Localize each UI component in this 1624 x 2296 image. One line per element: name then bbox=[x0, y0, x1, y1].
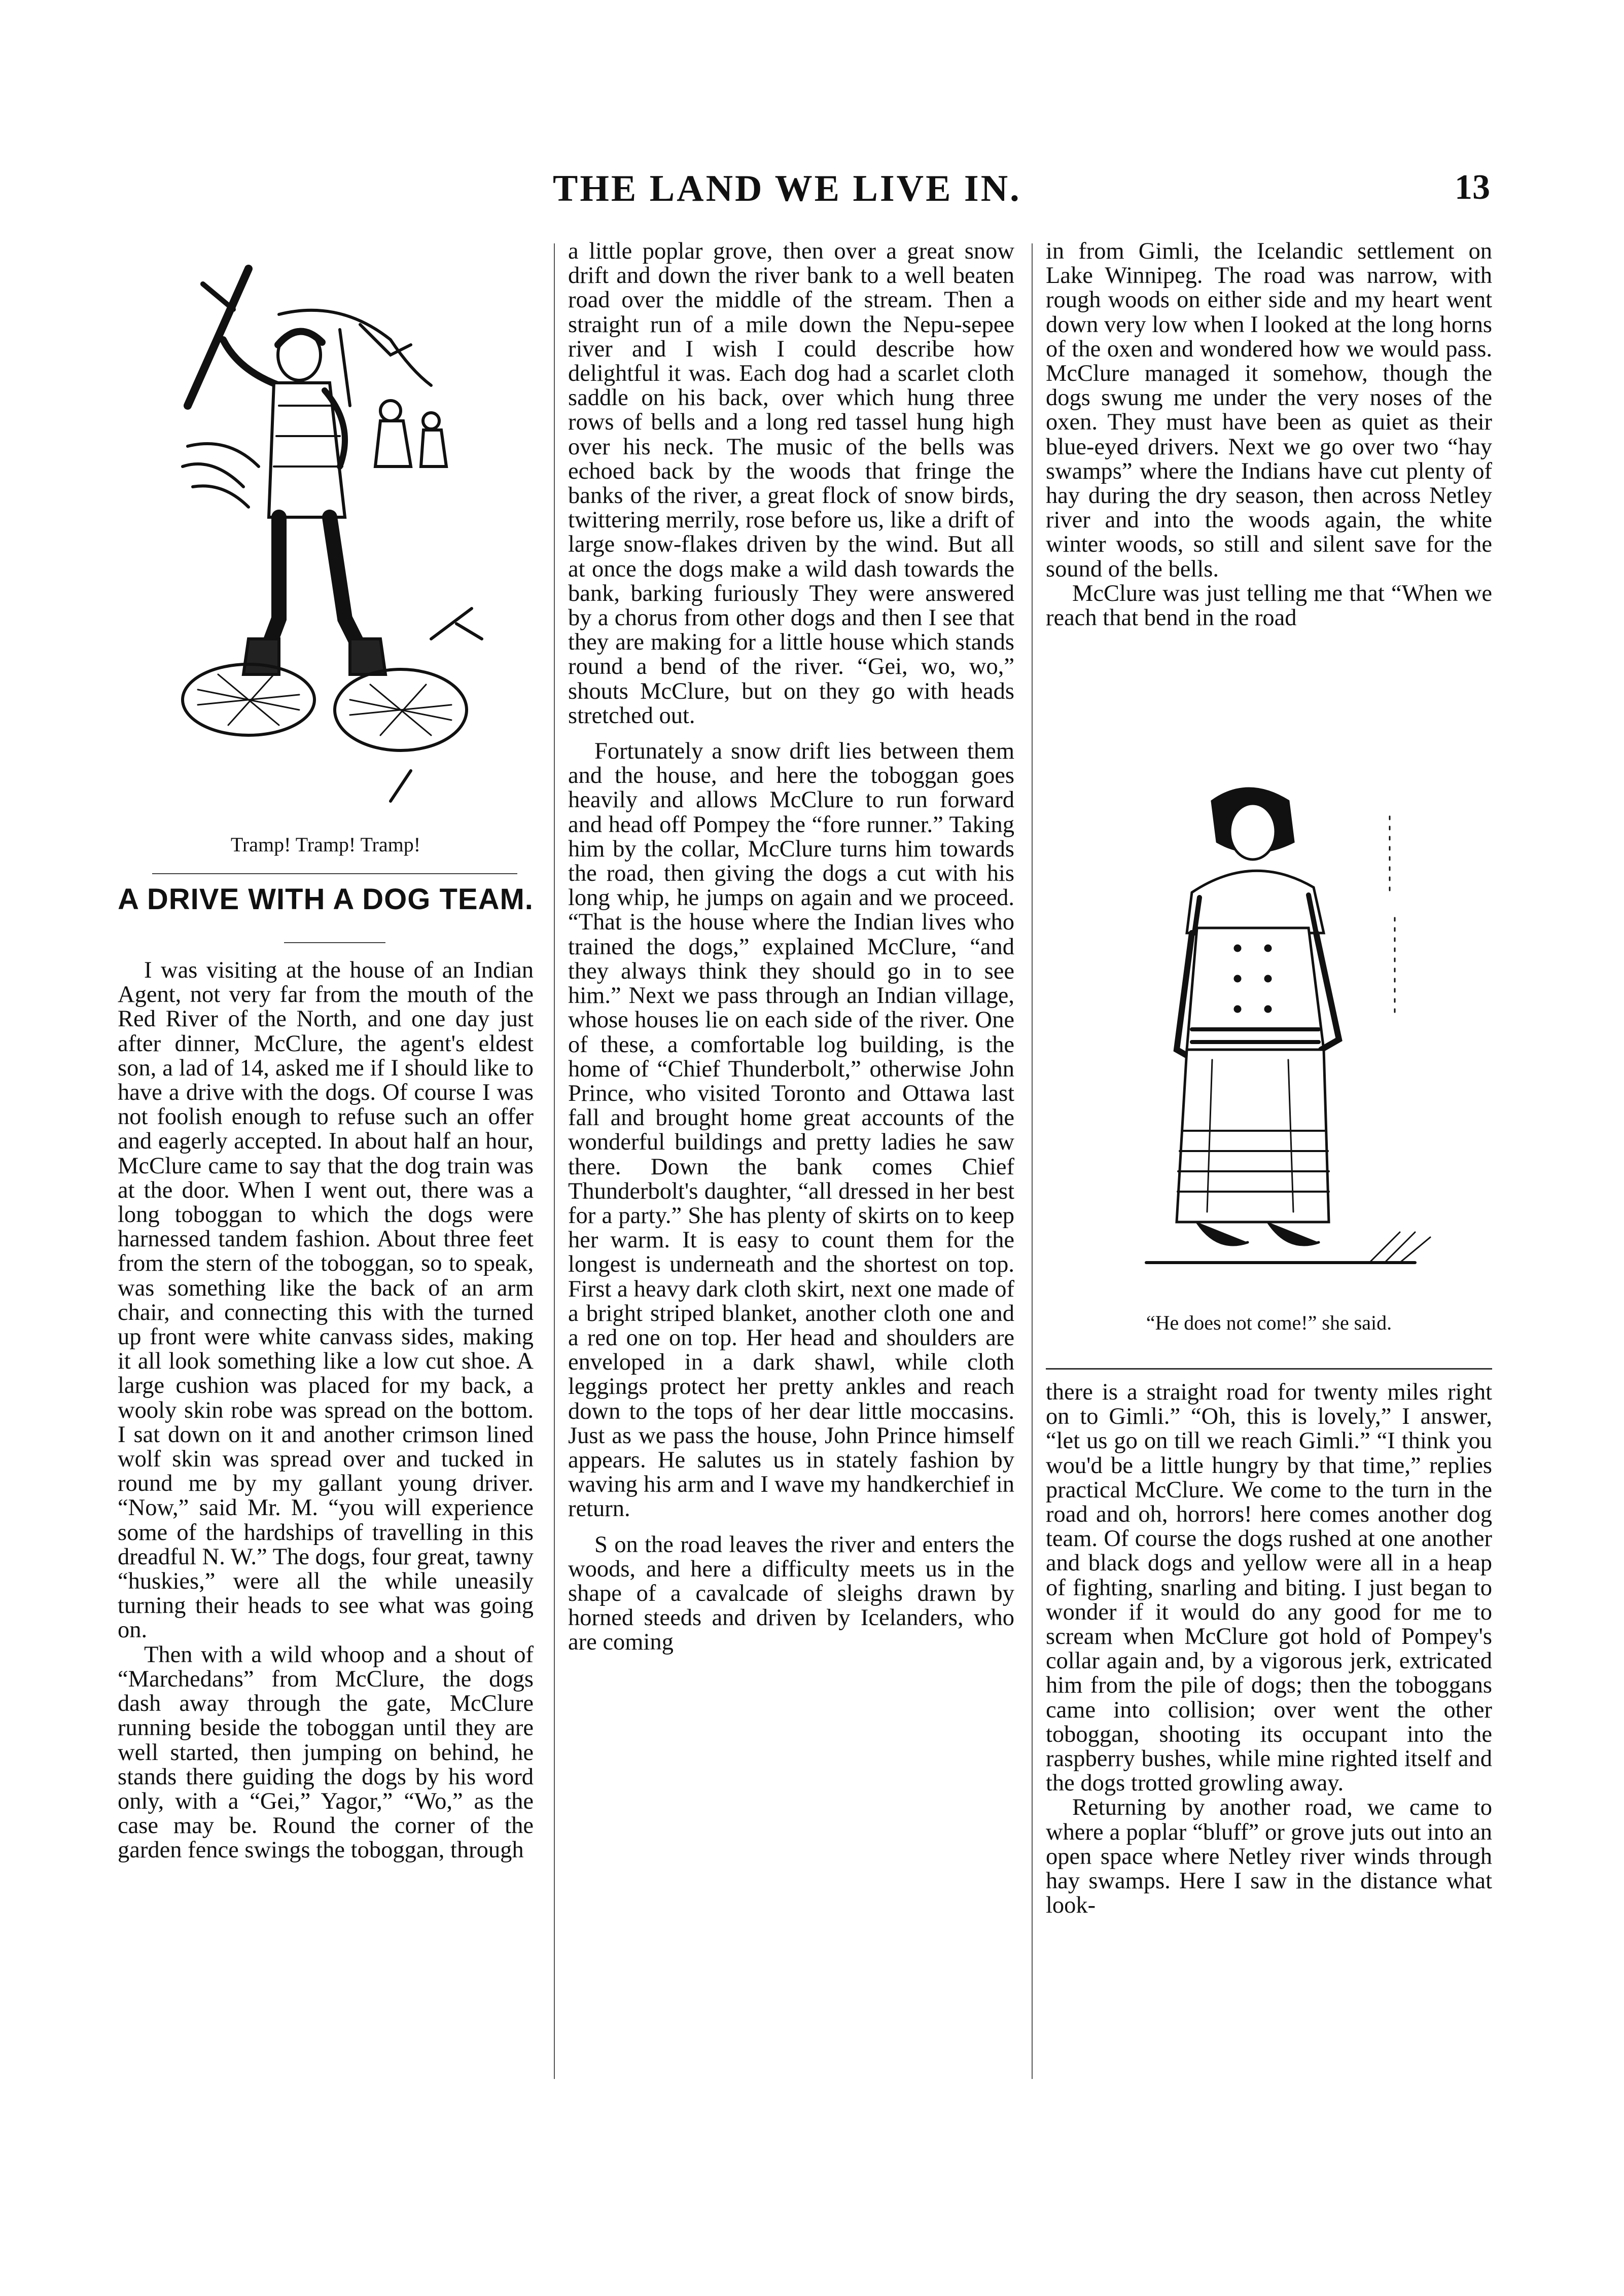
article-column-3-bottom bbox=[1046, 1380, 1492, 1918]
page-number: 13 bbox=[1455, 168, 1490, 207]
article-column-3-top bbox=[1046, 239, 1492, 630]
article-column-2 bbox=[568, 239, 1014, 1655]
paragraph: Returning by another road, we came to where a poplar “bluff” or grove juts out into an open space where Netley river winds through hay swamps. Here I saw in the distance what look- bbox=[1046, 1795, 1492, 1919]
caption-rule bbox=[1046, 1368, 1492, 1370]
paragraph: in from Gimli, the Icelandic settlement on Lake Winnipeg. The road was narrow, with rough woods on either side and my heart went down very low when I looked at the long horns of the oxen and wondered how we would pass. McClure managed it somehow, though the dogs swung me under the very noses of the oxen. They must have been as quiet as their blue-eyed drivers. Next we go over two “hay swamps” where the Indians have cut plenty of hay during the dry season, then across Netley river and into the woods again, the white winter woods, so still and silent save for the sound of the bells. bbox=[1046, 238, 1492, 582]
article-column-1 bbox=[118, 958, 534, 1863]
standing-woman-illustration bbox=[1085, 766, 1471, 1293]
paragraph: there is a straight road for twenty miles right on to Gimli.” “Oh, this is lovely,” I answer, “let us go on till we reach Gimli.” “I think you wou'd be a little hungry by that time,” replies practical McClure. We come to the turn in the road and oh, horrors! here comes another dog team. Of course the dogs rushed at one another and black dogs and yellow were all in a heap of fighting, snarling and biting. I just began to wonder if it would do any good for me to scream when McClure got hold of Pompey's collar again and, by a vigorous jerk, extricated him from the pile of dogs; then the toboggans came into collision; over went the other toboggan, shooting its occupant into the raspberry bushes, while mine righted itself and the dogs trotted growling away. bbox=[1046, 1379, 1492, 1797]
article-title: A DRIVE WITH A DOG TEAM. bbox=[118, 883, 534, 916]
snowshoe-man-illustration bbox=[127, 254, 522, 821]
paragraph: Then with a wild whoop and a shout of “Marchedans” from McClure, the dogs dash away through the gate, McClure running beside the toboggan until they are well started, then jumping on behind, he stands there guiding the dogs by his word only, with a “Gei,” Yagor,” “Wo,” as the case may be. Round the corner of the garden fence swings the toboggan, through bbox=[118, 1641, 534, 1863]
paragraph: I was visiting at the house of an Indian Agent, not very far from the mouth of the Red River of the North, and one day just after dinner, McClure, the agent's eldest son, a lad of 14, asked me if I should like to have a drive with the dogs. Of course I was not foolish enough to refuse such an offer and eagerly accepted. In about half an hour, McClure came to say that the dog train was at the door. When I went out, there was a long toboggan to which the dogs were harnessed tandem fashion. About three feet from the stern of the toboggan, so to speak, was something like the back of an arm chair, and connecting this with the turned up front were white canvass sides, making it all look something like a low cut shoe. A large cushion was placed for my back, a wooly skin robe was spread on the bottom. I sat down on it and another crimson lined wolf skin was spread over and tucked in round me by my gallant young driver. “Now,” said Mr. M. “you will experience some of the hardships of travelling in this dreadful N. W.” The dogs, four great, tawny “huskies,” were all the while uneasily turning their heads to see what was going on. bbox=[118, 957, 534, 1643]
paragraph: McClure was just telling me that “When we reach that bend in the road bbox=[1046, 580, 1492, 631]
paragraph: Fortunately a snow drift lies between them and the house, and here the toboggan goes heavily and allows McClure to run forward and head off Pompey the “fore runner.” Taking him by the collar, McClure turns him towards the road, then giving the dogs a cut with his long whip, he jumps on again and we proceed. “That is the house where the Indian lives who trained the dogs,” explained McClure, “and they always think they should go in to see him.” Next we pass through an Indian village, whose houses lie on each side of the river. One of these, a comfortable log building, is the home of “Chief Thunderbolt,” otherwise John Prince, who visited Toronto and Ottawa last fall and brought home great accounts of the wonderful buildings and pretty ladies he saw there. Down the bank comes Chief Thunderbolt's daughter, “all dressed in her best for a party.” She has plenty of skirts on to keep her warm. It is easy to count them for the longest is underneath and the shortest on top. First a heavy dark cloth skirt, next one made of a bright striped blanket, another cloth one and a red one on top. Her head and shoulders are enveloped in a dark shawl, while cloth leggings protect her pretty ankles and reach down to the tops of her dear little moccasins. Just as we pass the house, John Prince himself appears. He salutes us in stately fashion by waving his arm and I wave my handkerchief in return. bbox=[568, 738, 1014, 1522]
illustration-caption: Tramp! Tramp! Tramp! bbox=[230, 833, 421, 856]
column-divider bbox=[554, 243, 555, 2079]
title-rule bbox=[284, 942, 385, 943]
paragraph: S on the road leaves the river and enters the woods, and here a difficulty meets us in the shape of a cavalcade of sleighs drawn by horned steeds and driven by Icelanders, who are coming bbox=[568, 1531, 1014, 1656]
running-head: THE LAND WE LIVE IN. bbox=[553, 168, 1021, 209]
column-divider bbox=[1032, 243, 1033, 2079]
illustration-caption: “He does not come!” she said. bbox=[1146, 1311, 1392, 1334]
title-rule bbox=[152, 873, 517, 874]
paragraph: a little poplar grove, then over a great snow drift and down the river bank to a well beaten road over the middle of the stream. Then a straight run of a mile down the Nepu-sepee river and I wish I could describe how delightful it was. Each dog had a scarlet cloth saddle on his back, over which hung three rows of bells and a long red tassel hung high over his neck. The music of the bells was echoed back by the woods that fringe the banks of the river, a great flock of snow birds, twittering merrily, rose before us, like a drift of large snow-flakes driven by the wind. But all at once the dogs make a wild dash towards the bank, barking furiously They were answered by a chorus from other dogs and then I see that they are making for a little house which stands round a bend of the river. “Gei, wo, wo,” shouts McClure, but on they go with heads stretched out. bbox=[568, 238, 1014, 729]
